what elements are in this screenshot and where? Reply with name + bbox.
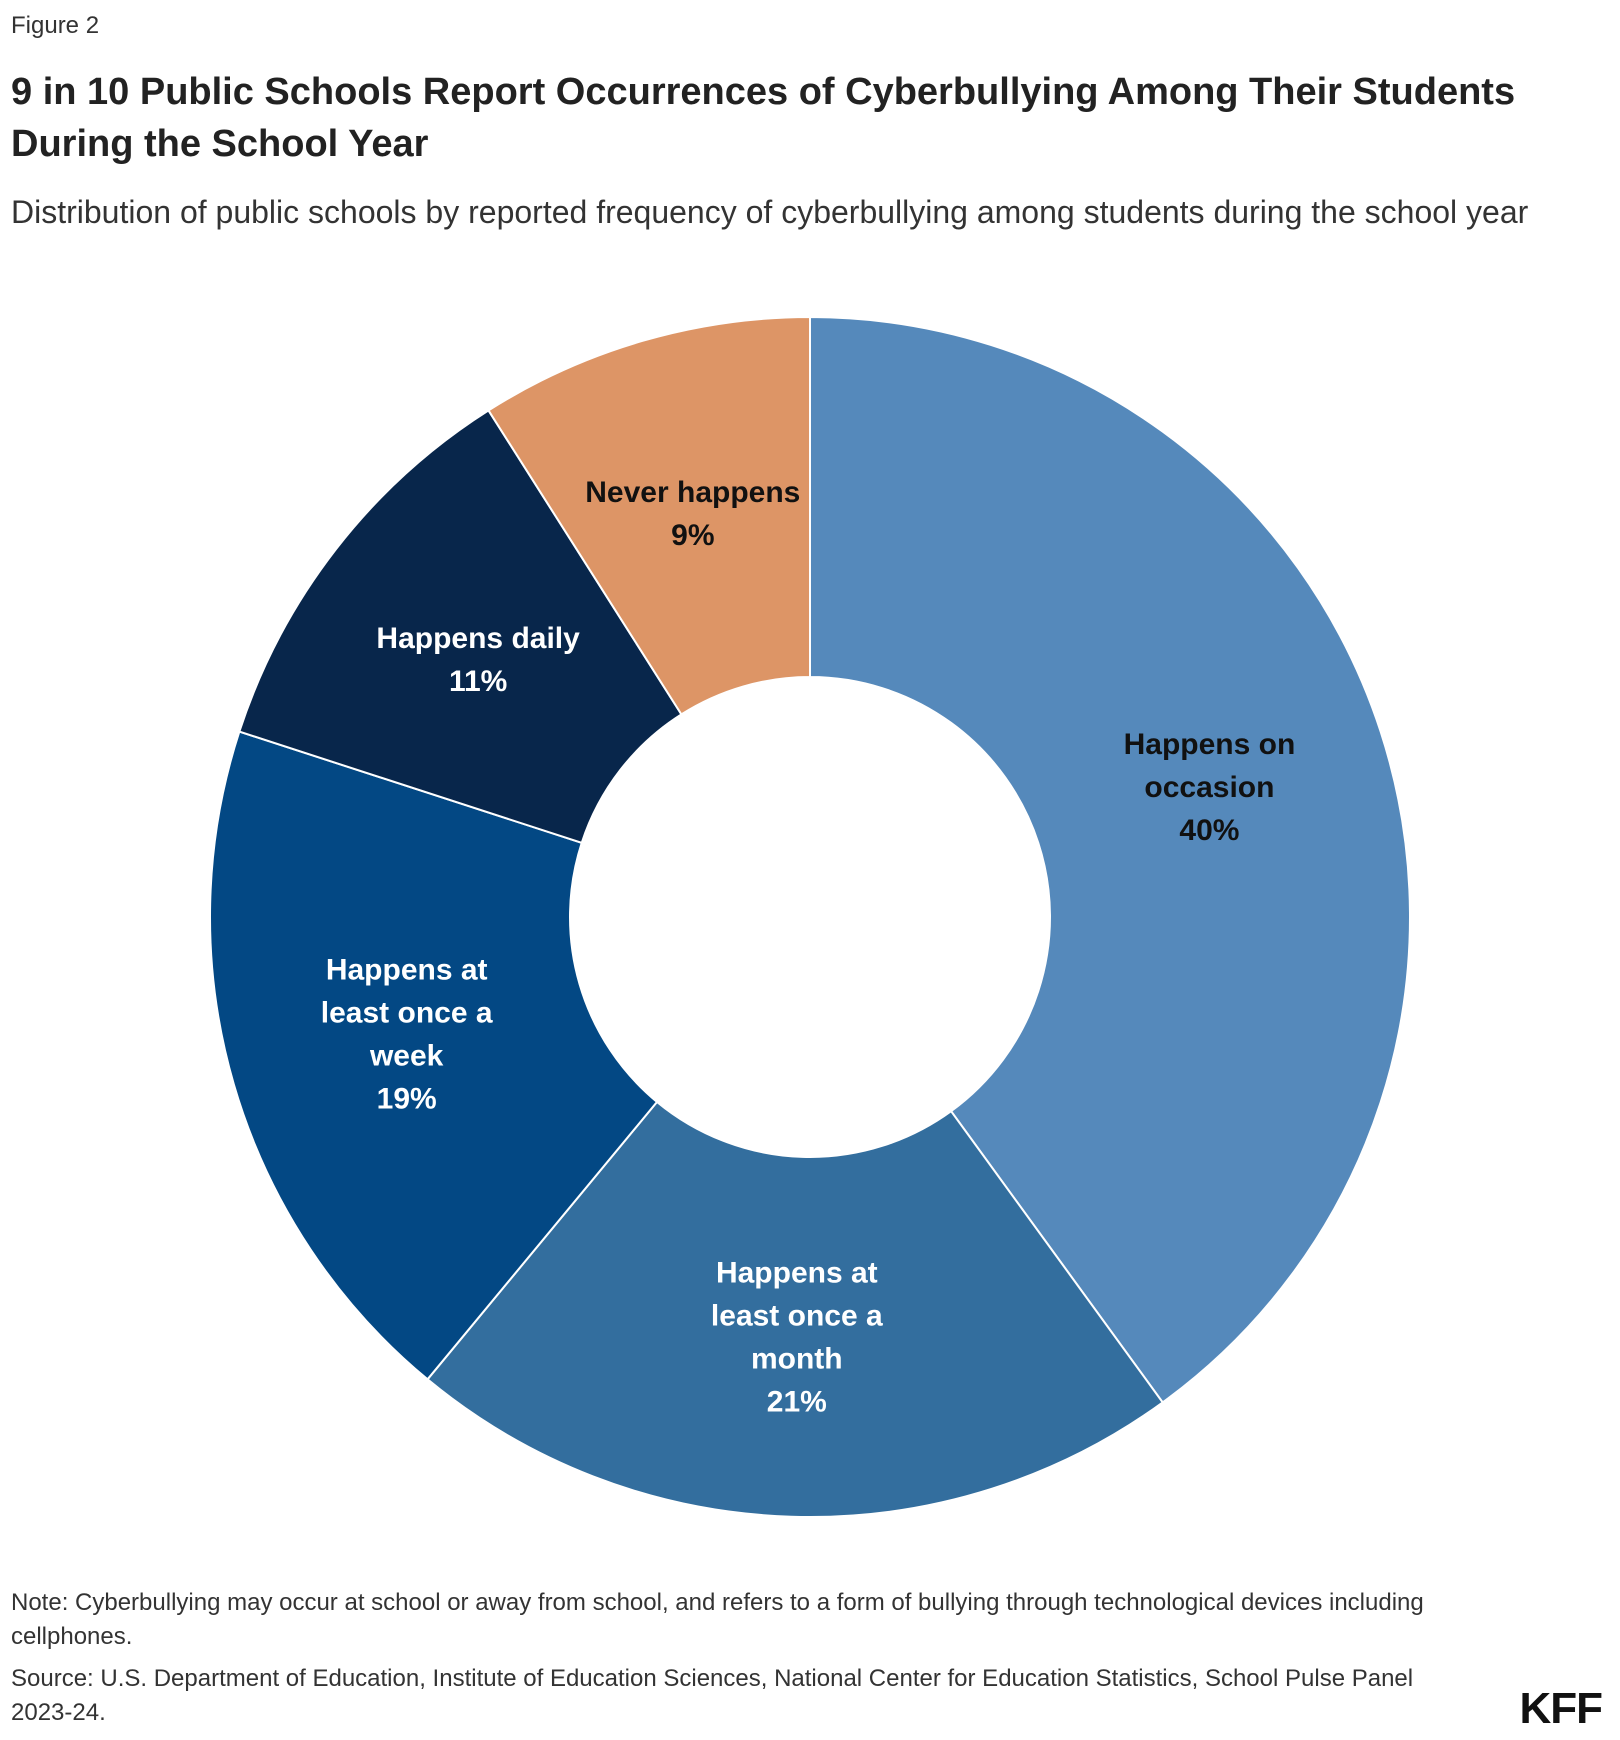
kff-logo: KFF	[1519, 1684, 1602, 1733]
chart-note: Note: Cyberbullying may occur at school or away from school, and refers to a form of bullying through technological devices including cellphones.	[11, 1589, 1424, 1650]
slice-label-line: least once a	[320, 996, 493, 1030]
slice-value: 11%	[448, 665, 508, 699]
slice-value: 9%	[671, 519, 715, 553]
chart-title: 9 in 10 Public Schools Report Occurrences of Cyberbullying Among Their Students During the School Year	[11, 71, 1516, 165]
slice-label-line: Happens at	[715, 1256, 878, 1290]
chart-source: Source: U.S. Department of Education, Institute of Education Sciences, National Center for Education Statistics, School Pulse Panel 2023-24.	[11, 1665, 1414, 1726]
slice-value: 40%	[1179, 814, 1240, 848]
slice-label-line: week	[369, 1039, 444, 1073]
slice-value: 19%	[376, 1082, 437, 1116]
slice-label-line: Happens on	[1123, 728, 1296, 762]
slice-label-line: occasion	[1144, 771, 1275, 805]
slice-label-line: month	[750, 1342, 843, 1376]
figure-label: Figure 2	[11, 12, 100, 39]
donut-slices	[210, 317, 1410, 1517]
donut-chart	[0, 290, 1620, 1560]
slice-value: 21%	[766, 1385, 827, 1419]
slice-label-line: Never happens	[585, 476, 801, 510]
slice-label-line: Happens daily	[376, 622, 580, 656]
slice-label-line: Happens at	[325, 953, 488, 987]
chart-subtitle: Distribution of public schools by reported frequency of cyberbullying among students during the school year	[11, 194, 1529, 230]
slice-label-line: least once a	[710, 1299, 883, 1333]
